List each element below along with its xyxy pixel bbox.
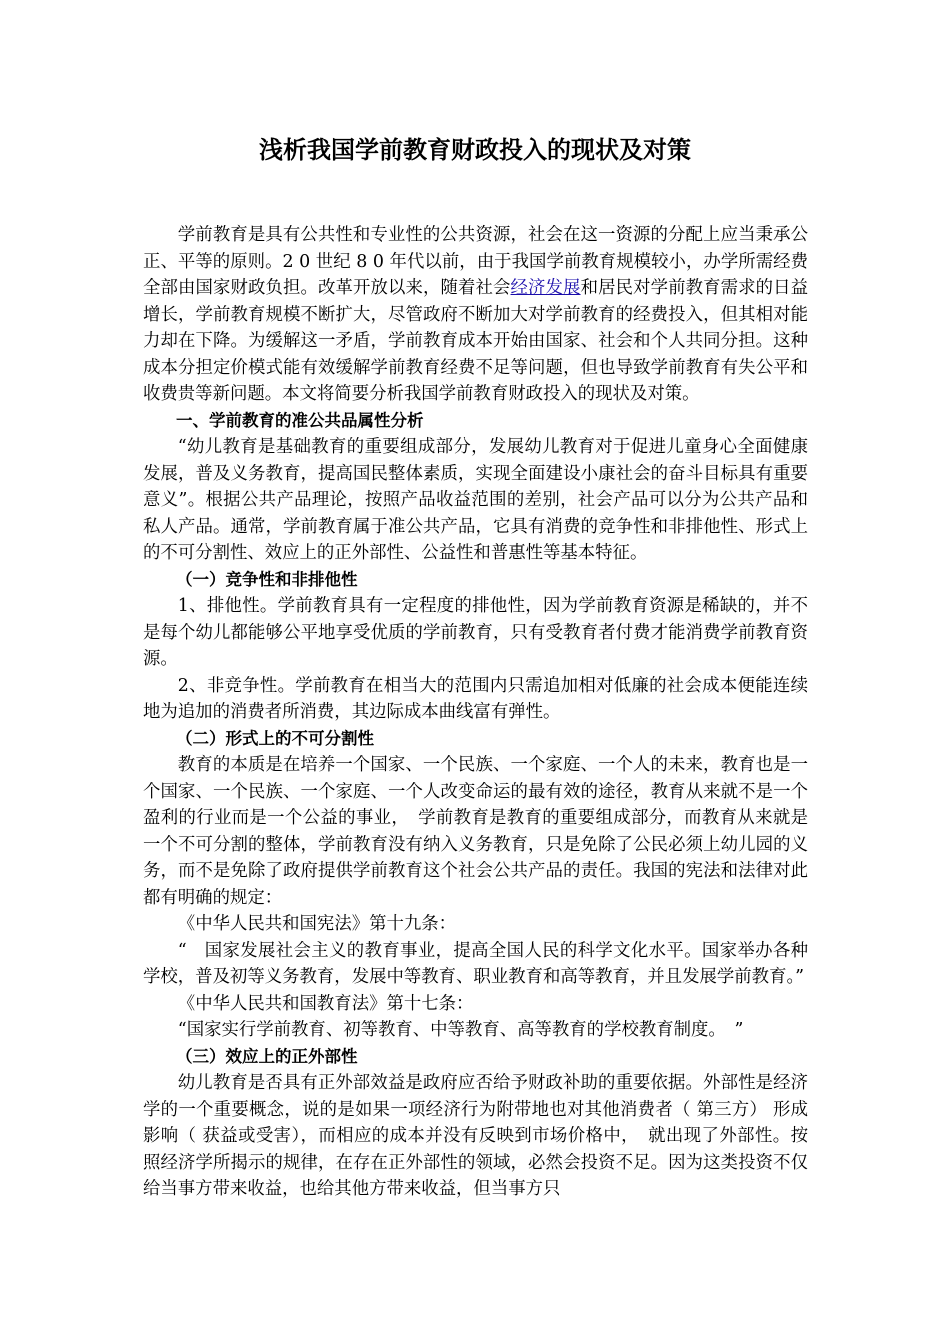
section-paragraph: 教育的本质是在培养一个国家、一个民族、一个家庭、一个人的未来，教育也是一个国家、一个民族、一个家庭、一个人改变命运的最有效的途径，教育从来就不是一个盈利的行业而是一个公益的事业， 学前教育是教育的重要组成部分，而教育从来就是一个不可分割的整体，学前教育没有纳入义务教育，只是免除了公民必须上幼儿园的义务，而不是免除了政府提供学前教育这个社会公共产品的责任。我国的宪法和法律对此都有明确的规定： [143,755,808,908]
document-body [143,222,808,1203]
law-citation: 《中华人民共和国教育法》第十七条： [177,993,474,1014]
law-citation: 《中华人民共和国宪法》第十九条： [177,914,457,934]
intro-paragraph [143,222,808,408]
section-heading: 一、学前教育的准公共品属性分析 [176,410,424,430]
intro-text-after-link: 和居民对学前教育需求的日益增长，学前教育规模不断扩大，尽管政府不断加大对学前教育的经费投入，但其相对能力却在下降。为缓解这一矛盾，学前教育成本开始由国家、社会和个人共同分担。这种成本分担定价模式能有效缓解学前教育经费不足等问题，但也导致学前教育有失公平和收费贵等新问题。本文将简要分析我国学前教育财政投入的现状及对策。 [143,278,808,404]
list-item: 1、排他性。学前教育具有一定程度的排他性，因为学前教育资源是稀缺的，并不是每个幼儿都能够公平地享受优质的学前教育，只有受教育者付费才能消费学前教育资源。 [143,596,808,669]
economic-development-link[interactable]: 经济发展 [510,278,581,298]
document-title: 浅析我国学前教育财政投入的现状及对策 [259,136,691,164]
law-quote: “国家实行学前教育、初等教育、中等教育、高等教育的学校教育制度。 ” [177,1020,744,1040]
subsection-heading: （一）竞争性和非排他性 [176,569,358,589]
section-paragraph: 幼儿教育是否具有正外部效益是政府应否给予财政补助的重要依据。外部性是经济学的一个重要概念，说的是如果一项经济行为附带地也对其他消费者（ 第三方） 形成影响（ 获益或受害），而相应的成本并没有反映到市场价格中， 就出现了外部性。按照经济学所揭示的规律，在存在正外部性的领域，必然会投资不足。因为这类投资不仅给当事方带来收益，也给其他方带来收益，但当事方只 [143,1073,808,1199]
subsection-heading: （二）形式上的不可分割性 [176,728,374,748]
section-paragraph: “幼儿教育是基础教育的重要组成部分，发展幼儿教育对于促进儿童身心全面健康发展，普及义务教育，提高国民整体素质，实现全面建设小康社会的奋斗目标具有重要意义”。根据公共产品理论，按照产品收益范围的差别，社会产品可以分为公共产品和私人产品。通常，学前教育属于准公共产品，它具有消费的竞争性和非排他性、形式上的不可分割性、效应上的正外部性、公益性和普惠性等基本特征。 [143,437,808,563]
subsection-heading: （三）效应上的正外部性 [176,1046,358,1066]
list-item: 2、非竞争性。学前教育在相当大的范围内只需追加相对低廉的社会成本便能连续地为追加的消费者所消费，其边际成本曲线富有弹性。 [143,675,808,722]
law-quote: “ 国家发展社会主义的教育事业，提高全国人民的科学文化水平。国家举办各种学校，普及初等义务教育，发展中等教育、职业教育和高等教育，并且发展学前教育。” [143,940,808,987]
intro-text-before-link: 学前教育是具有公共性和专业性的公共资源，社会在这一资源的分配上应当秉承公正、平等的原则。2 0 世纪 8 0 年代以前，由于我国学前教育规模较小，办学所需经费全部由国家财政负担。改革开放以来，随着社会 [143,225,808,298]
